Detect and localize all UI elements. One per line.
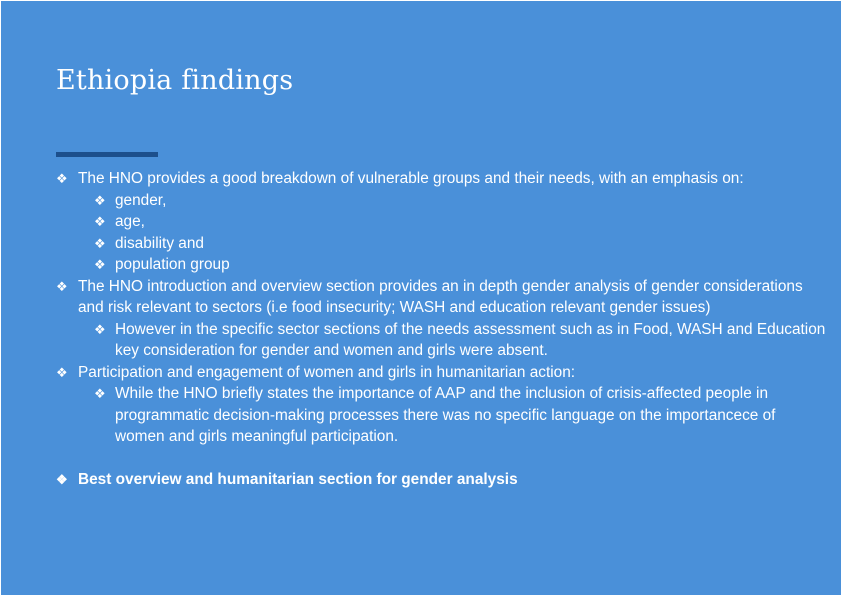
diamond-bullet-icon: ❖ (94, 257, 106, 272)
sub-bullet-item (56, 211, 826, 233)
bullet-list (56, 168, 826, 491)
bullet-text: The HNO introduction and overview section provides an in depth gender analysis of gender considerations and risk relevant to sectors (i.e food insecurity; WASH and education relevant gender issues) (78, 277, 803, 316)
diamond-bullet-icon: ❖ (56, 171, 68, 186)
diamond-bullet-icon: ❖ (94, 192, 106, 208)
bullet-text: While the HNO briefly states the importance of AAP and the inclusion of crisis-affected people in programmatic decision-making processes there was no specific language on the importancece of women and girls meaningful participation. (115, 385, 776, 445)
bullet-text: Best overview and humanitarian section for gender analysis (78, 471, 518, 488)
diamond-bullet-icon: ❖ (94, 321, 106, 337)
diamond-bullet-icon: ❖ (56, 364, 68, 380)
diamond-bullet-icon: ❖ (94, 235, 106, 251)
title-accent-bar (56, 152, 158, 157)
bullet-text: gender, (115, 191, 167, 209)
slide (1, 1, 841, 595)
sub-bullet-item (56, 233, 826, 255)
bullet-item (56, 362, 826, 384)
slide-title: Ethiopia findings (56, 65, 294, 96)
bullet-text: population group (115, 256, 230, 273)
bullet-text: However in the specific sector sections of the needs assessment such as in Food, WASH and Education key consideration for gender and women and girls were absent. (115, 320, 826, 359)
sub-bullet-item (56, 190, 826, 212)
bullet-text: The HNO provides a good breakdown of vulnerable groups and their needs, with an emphasis on: (78, 170, 744, 187)
sub-bullet-item (56, 254, 826, 276)
diamond-bullet-icon: ❖ (56, 278, 68, 294)
bullet-text: age, (115, 213, 145, 230)
bullet-text: Participation and engagement of women and girls in humanitarian action: (78, 363, 576, 381)
bullet-item (56, 168, 826, 190)
bullet-item-summary (56, 469, 826, 491)
diamond-bullet-icon: ❖ (94, 214, 106, 229)
sub-bullet-item (56, 319, 826, 362)
diamond-bullet-icon: ❖ (56, 472, 68, 487)
diamond-bullet-icon: ❖ (94, 386, 106, 401)
bullet-text: disability and (115, 234, 204, 252)
bullet-item (56, 276, 826, 319)
sub-bullet-item (56, 383, 826, 448)
